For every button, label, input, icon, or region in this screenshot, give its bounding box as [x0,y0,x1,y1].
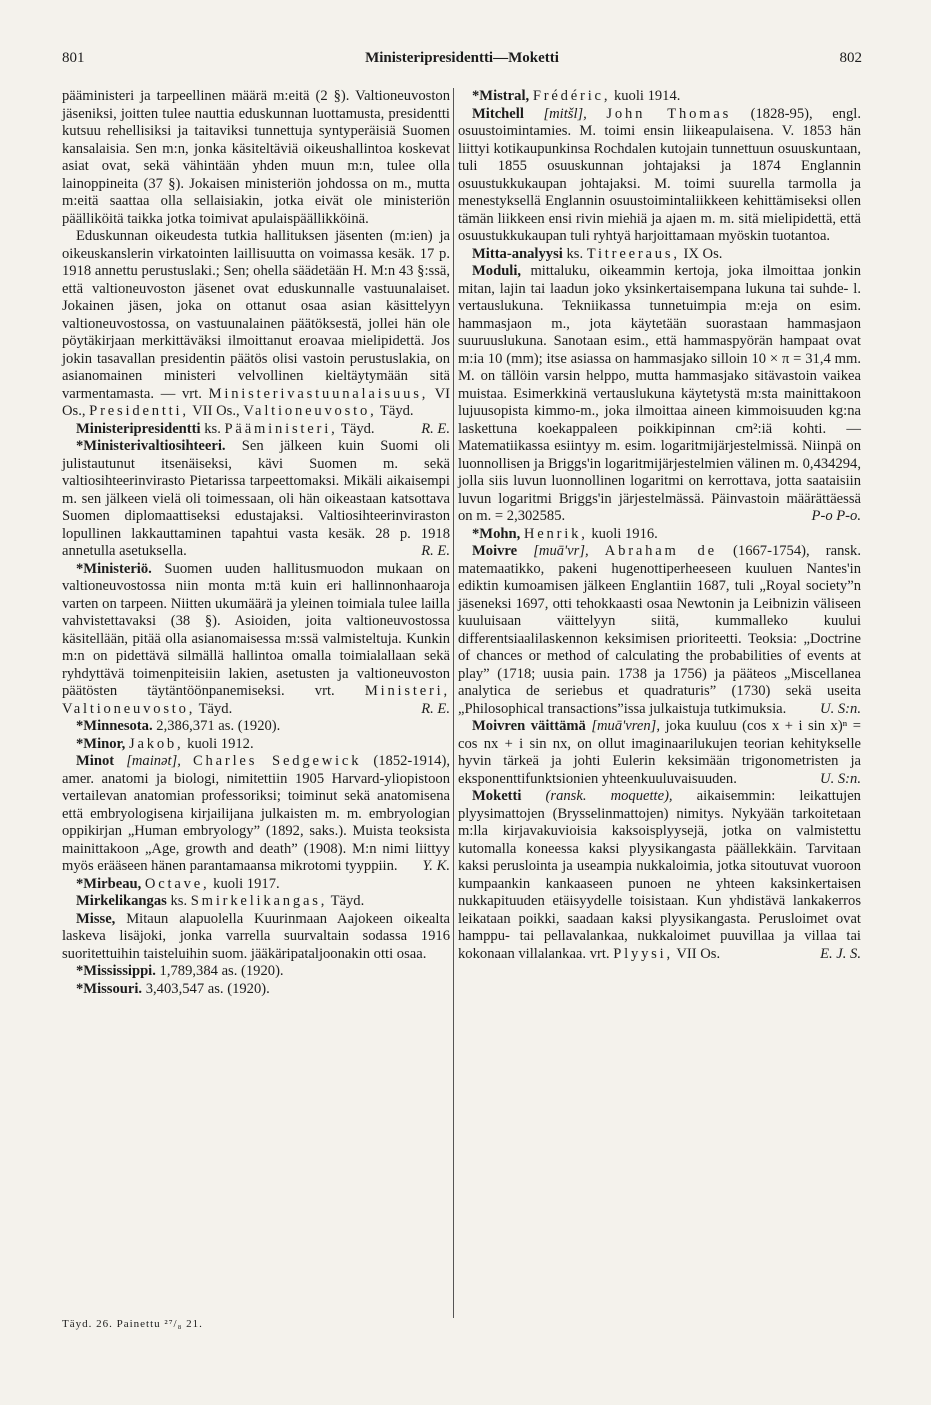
person-name: Jakob, [128,735,184,752]
headword: Mitta-analyysi [472,245,563,262]
entry-missouri [62,981,450,999]
cross-reference: Valtioneuvosto, [62,700,196,717]
volume-ref: IX Os. [683,245,723,262]
author-signature: R. E. [421,543,450,559]
pronunciation: [muā'vren], [591,718,660,734]
headword: *Mirbeau, [76,875,142,892]
person-name: Frédéric, [532,88,611,104]
entry-moivren-vaittama [458,718,861,788]
person-name: Charles Sedgewick [193,753,362,769]
entry-ministerio [62,561,450,719]
headword: Moivren väittämä [472,718,586,734]
entry-mississippi [62,963,450,981]
right-column [458,88,861,963]
entry-text: (1852-1914), amer. anatomi ja biologi, nimitettiin 1905 Harvard-yliopistoon vertailevan anatomian professoriksi; toiminut sekä anatomisena että embryologisena kirjailijana julkaisten m. m. embryologian oppikirjan „Human embryology” (1892, saks.). Muista teoksista mainittakoon „Age, growth and death” (1908). M:n nimi liittyy myös erääseen hänen parantamaansa mikrotomi tyyppiin. [62,753,450,874]
entry-text: kuoli 1916. [591,525,658,542]
cross-reference: Plyysi, [613,945,673,962]
headword: Minot [76,753,115,769]
author-signature: U. S:n. [820,700,861,717]
headword: *Minnesota. [76,718,153,734]
paragraph-text: Eduskunnan oikeudesta tutkia hallituksen jäsenten (m:ien) ja oikeuskanslerin virkatointen laillisuutta on voimassa kesäk. 17 p. 1918 annettu perustuslaki.; Sen; ohella säädetään H. M:n 43 §:ssä, että valtioneuvoston jäsenet ovat eduskunnalle vastuunalaiset. Jokainen jäsen, joka on ottanut osaa asian käsittelyyn valtioneuvostossa, on vastuunalainen päätöksestä, jollei hän ole pöytäkirjaan merkittäväksi ilmoittanut eroavaa mielipidettä. Jos jokin tasavallan presidentin päätös olisi vastoin perustuslakia, on asianomainen ministeri velvollinen kieltäytymään sitä varmentamasta. — vrt. [62,228,450,402]
person-name: Abraham de [604,543,717,559]
cross-reference: Pääministeri, [224,420,338,437]
left-column [62,88,450,998]
headword: *Mississippi. [76,963,156,979]
entry-text: 3,403,547 as. (1920). [145,980,270,997]
printer-imprint: Täyd. 26. Painettu ²⁷/₈ 21. [62,1318,203,1330]
entry-mirkelikangas [62,893,450,911]
entry-text: Mitaun alapuolella Kuurinmaan Aajokeen oikealta laskeva lisäjoki, jonka varrella suurvaltain sodassa 1916 suoritettuihin taisteluihin suom. jääkäripataljoonakin otti osaa. [62,910,450,962]
pronunciation: [muā'vr], [533,543,589,559]
headword: Misse, [76,910,116,927]
entry-text: joka kuuluu (cos x + i sin x)ⁿ = cos nx + i sin nx, on ollut imaginaarilukujen teorian kehitykselle hyvin tärkeä ja johti Eulerin keksimään trigonometristen ja eksponenttifunktsionien yhteenkuuluvaisuuden. [458,718,862,787]
headword: *Missouri. [76,980,143,997]
entry-text: Suomen uuden hallitusmuodon mukaan on valtioneuvostossa niin monta m:tä kuin eri hallinnonhaaroja varten on tarpeen. Niitten ukumäärä ja yleinen toimiala tulee lailla vahvistettavaksi (38 §). Asioiden, joita valtioneuvostossa käsitellään, pitää olla asianomaisessa m:ssä valmisteltuja. Kunkin m:n on pidettävä silmällä hallintoa omalla toimialallaan sekä ryhdyttävä toimenpiteisiin lakien, asetusten ja valtioneuvoston päätösten täytäntöönpanemiseksi. vrt. [62,560,450,699]
column-divider [453,88,454,1318]
volume-ref: VII Os., [192,403,240,419]
author-signature: U. S:n. [820,770,861,787]
entry-misse [62,911,450,964]
entry-mitta-analyysi [458,246,861,264]
volume-ref: VII Os. [676,945,721,962]
person-name: Henrik, [523,525,588,542]
author-signature: E. J. S. [820,945,861,962]
entry-moivre [458,543,861,718]
volume-ref: Täyd. [330,893,365,909]
author-signature: R. E. [421,700,450,717]
cross-reference: Presidentti, [89,403,189,419]
headword: Moduli, [472,263,522,279]
entry-ministeripresidentti [62,421,450,439]
entry-moduli [458,263,861,526]
headword: Ministeripresidentti [76,420,201,437]
entry-mitchell [458,106,861,246]
entry-minnesota [62,718,450,736]
entry-text: kuoli 1912. [187,735,254,752]
see-label: ks. [566,245,584,262]
entry-minor [62,736,450,754]
author-signature: R. E. [421,420,450,437]
etymology: (ransk. moquette), [545,788,673,804]
entry-text: Sen jälkeen kuin Suomi oli julistautunut itsenäiseksi, kävi Suomen m. sekä valtiosihteerinvirasto Pietarissa tarpeettomaksi. Mikäli aikaisempi m. sen jälkeen vielä oli toimessaan, oli hän oikeastaan katsottava Suomen diplomaattiseksi edustajaksi. Valtiosihteerinviraston lopullinen lakkauttaminen tapahtui vasta kesäk. 28 p. 1918 annetulla asetuksella. [62,438,450,559]
entry-ministeri-continuation: pääministeri ja tarpeellinen määrä m:eitä (2 §). Valtioneuvoston jäseniksi, joitten tulee nauttia eduskunnan luottamusta, presidentti kutsuu rehellisiksi ja taitaviksi tunnettuja syntyperäisiä Suomen kansalaisia. Sen m:n, jonka käsiteltäviä oikeushallintoa koskevat asiat ovat, sekä vähintään yhden muun m:n, tulee olla lainoppineita (37 §). Jokaisen ministeriön johdossa on m., mutta m:eitä saattaa olla sellaisiakin, jotka eivät ole ministeriön päälliköitä taikka jotka toimivat apulaispäällikköinä. [62,88,450,227]
author-signature: Y. K. [422,858,450,874]
entry-text: 2,386,371 as. (1920). [156,718,281,734]
volume-ref: VI Os., [62,385,451,419]
entry-minot [62,753,450,876]
see-label: ks. [204,420,221,437]
person-name: John Thomas [606,105,732,122]
pronunciation: [mitšl], [543,105,587,122]
entry-mistral [458,88,861,106]
cross-reference: Valtioneuvosto, [243,403,377,419]
entry-mohn [458,526,861,544]
volume-ref: Täyd. [379,403,414,419]
headword: *Minor, [76,735,126,752]
headword: *Mistral, [472,88,530,104]
entry-mirbeau [62,876,450,894]
running-title: Ministeripresidentti—Moketti [365,50,559,66]
see-label: ks. [170,893,188,909]
page-header [62,50,862,72]
cross-reference: Titreeraus, [586,245,680,262]
headword: *Ministeriö. [76,560,152,577]
entry-moketti [458,788,861,963]
headword: Mirkelikangas [76,893,167,909]
person-name: Octave, [144,875,210,892]
entry-text: mittaluku, oikeammin kertoja, joka ilmoittaa jonkin mitan, lajin tai laadun joko yksinkertaisempana lukuna tai suhde- l. vertauslukuna. Tekniikassa tunnetuimpia m:eja on esim. hammasjaon m., jota käytetään suorastaan hammasjaon suuruuslukuna. Sanotaan esim., että hammaspyörän hampaat ovat m:ia 10 (mm); itse asiassa on hammasjako silloin 10 × π = 31,4 mm. M. on tällöin varsin helppo, mutta hammasjako sitävastoin vaikea muistaa. Esimerkkinä vertauslukuna käytetystä m:sta mainittakoon lujuusopista kimmo-m., joka ilmoittaa aineen kimmoisuuden kg:na laskettuna koekappaleen poikkipinnan cm²:iä kohti. — Matematiikassa esiintyy m. esim. logaritmijärjestelmissä. Niinpä on luonnollisen ja Briggs'in logaritmijärjestelmien välinen m. 0,434294, jolla siis luvun luonnollinen logaritmi on kerrottava, jotta saataisiin luvun logaritmi Briggs'in järjestelmässä. Päinvastoin määrättäessä on m. = 2,302585. [458,263,861,524]
headword: *Ministerivaltiosihteeri. [76,438,226,454]
cross-reference: Smirkelikangas, [190,893,328,909]
entry-ministerivaltiosihteeri [62,438,450,561]
page-number-right: 802 [839,50,862,66]
pronunciation: [mainət], [126,753,181,769]
entry-text: kuoli 1917. [213,875,280,892]
headword: *Mohn, [472,525,521,542]
headword: Mitchell [472,105,524,122]
page-number-left: 801 [62,50,85,66]
cross-reference: Ministeri, [364,683,450,699]
entry-text: kuoli 1914. [613,88,681,104]
headword: Moketti [472,788,522,804]
headword: Moivre [472,543,518,559]
entry-text: 1,789,384 as. (1920). [159,963,284,979]
entry-text: aikaisemmin: leikattujen plyysimattojen (Brysselinmattojen) nimitys. Nykyään tarkoitetaan m:lla kirjavakuvioisia kaksoisplyysejä, jotka on valmistettu kutomalla koneessa kaksi plyysikangasta päällekkäin. Tarvitaan kaksi peruslointa ja useampia nukkaloimia, jotka sitoutuvat vuoroon kumpaankin kankaaseen punoen ne yhteen kaksinkertaisen nukkapituuden etäisyydelle toisistaan. Kun yhdistävä lankakerros leikataan poikki, saadaan kaksi plyysikangasta. Perusloimet ovat hamppu- tai pellavalankaa, nukkaloimet puuvillaa ja villaa tai kokonaan villalankaa. vrt. [458,788,861,962]
author-signature: P-o P-o. [811,508,861,524]
volume-ref: Täyd. [340,420,375,437]
entry-text: (1667-1754), ransk. matemaatikko, pakeni hugenottiperheeseen kuuluen Nantes'in ediktin kumoamisen jälkeen Englantiin 1687, tuli „Royal society”n jäseneksi 1697, otti tehokkaasti osaa Newtonin ja Leibnizin väliseen kuuluisaan väittelyyn siitä, kummalleko kuului differentsiaalilaskennon keksimisen prioriteetti. Teoksia: „Doctrine of chances or method of calculating the probabilities of events at play” (1718; uusia pain. 1738 ja 1756) ja pääteos „Miscellanea analytica de seriebus et quadraturis” (1730) sekä useita „Philosophical transactions”issa julkaistuja tutkimuksia. [458,543,862,717]
cross-reference: Ministerivastuunalaisuus, [208,385,429,402]
entry-text: (1828-95), engl. osuustoimintamies. M. toimi ensin liikeapulaisena. V. 1853 hän liittyi kotikaupunkinsa Rochdalen kutojain tunnettuun osuuskuntaan, tuli 1855 osuuskunnan johtajaksi ja 1874 Englannin osuustukkukaupan johtajaksi. M. toimi suurella tarmolla ja menestyksellä Englannin osuustoimintaliikkeen kehittämiseksi ollen tämän liikkeen ensi rivin miehiä ja ajaen m. m. sitä mielipidettä, että osuustukkukaupan tuli ryhtyä harjoittamaan myöskin tuotantoa. [458,105,861,244]
volume-ref: Täyd. [198,700,233,717]
